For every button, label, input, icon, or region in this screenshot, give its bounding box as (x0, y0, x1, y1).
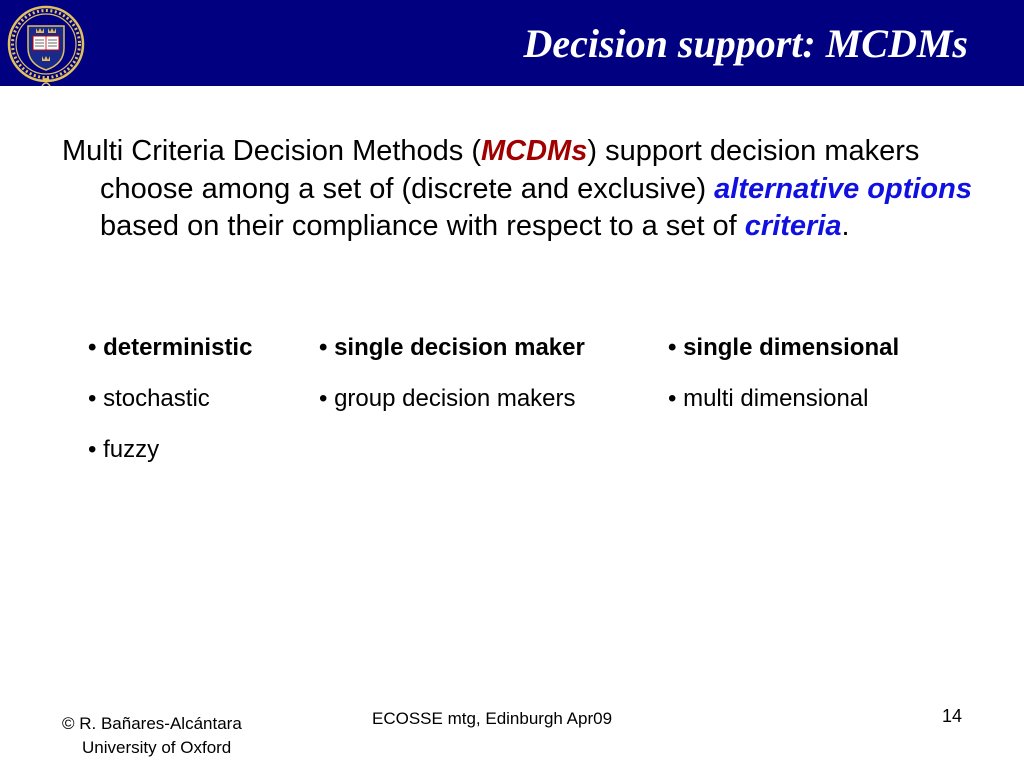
intro-text-part3: based on their compliance with respect to a set of (100, 210, 745, 242)
list-item: • single dimensional (668, 334, 900, 361)
list-item: • group decision makers (319, 385, 576, 412)
uncertainty-column (88, 333, 252, 486)
page-number: 14 (942, 706, 963, 726)
mcdms-highlight: MCDMs (481, 135, 588, 167)
intro-text-part2: ) support decision makers choose among a set of (discrete and exclusive) (100, 135, 920, 205)
footer-event: ECOSSE mtg, Edinburgh Apr09 (372, 709, 613, 728)
list-item: • stochastic (88, 385, 210, 412)
list-item: • fuzzy (88, 436, 160, 463)
header-bar (0, 0, 1024, 86)
alternative-options-highlight: alternative options (714, 172, 972, 205)
intro-text-part4: . (841, 210, 850, 242)
list-item: • multi dimensional (668, 385, 869, 412)
intro-paragraph (62, 133, 1020, 246)
criteria-highlight: criteria (744, 210, 842, 242)
dimension-column (668, 333, 899, 435)
slide-title: Decision support: MCDMs (523, 21, 968, 66)
intro-text-part1: Multi Criteria Decision Methods ( (62, 135, 482, 167)
oxford-crest-icon (6, 4, 86, 92)
footer-author: © R. Bañares-Alcántara (62, 714, 242, 733)
list-item: • single decision maker (319, 334, 585, 361)
decision-maker-column (319, 333, 585, 435)
footer-affiliation: University of Oxford (82, 738, 232, 757)
footer-author-block (62, 712, 242, 760)
list-item: • deterministic (88, 334, 253, 361)
